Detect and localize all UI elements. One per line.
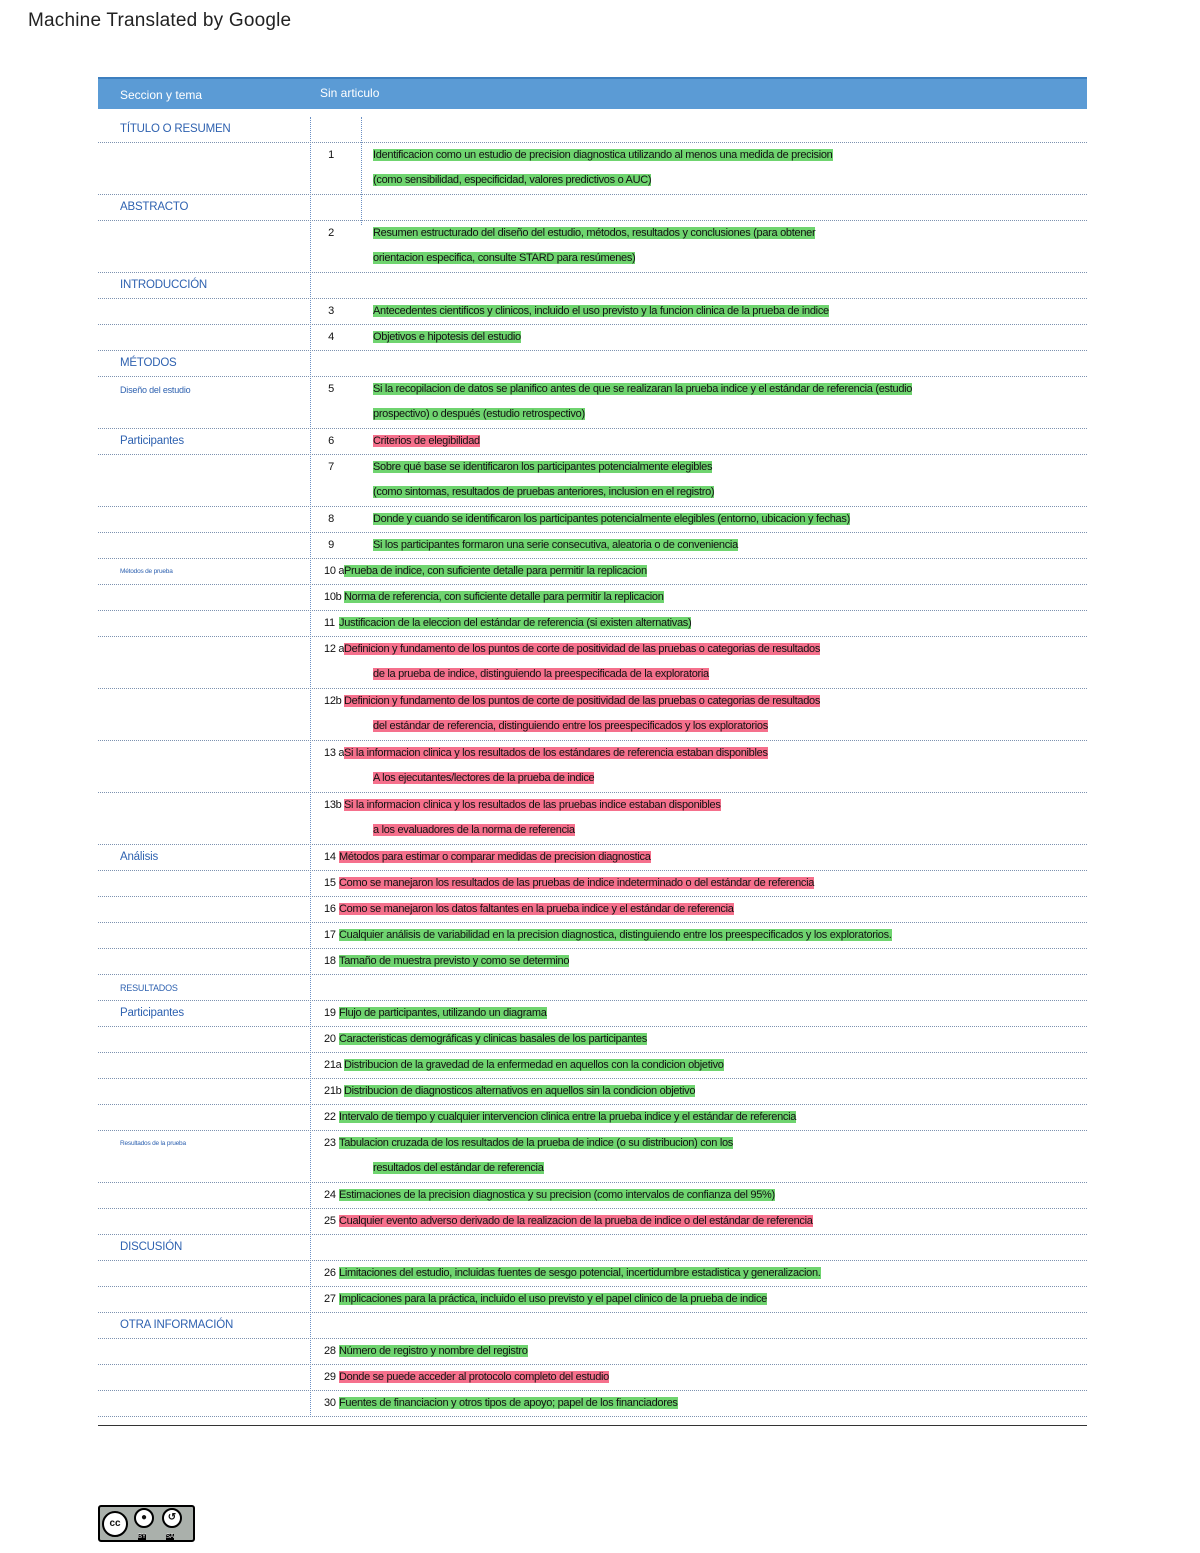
item-number: 21a [324, 1059, 342, 1071]
sa-icon: ↺ [162, 1508, 182, 1528]
table-row [98, 507, 1087, 533]
item-number: 30 [324, 1397, 336, 1409]
item-number: 6 [328, 435, 334, 447]
cc-icon: cc [102, 1511, 128, 1537]
section-label: MÉTODOS [120, 357, 177, 369]
section-label: Métodos de prueba [120, 568, 173, 575]
item-text: Limitaciones del estudio, incluidas fuentes de sesgo potencial, incertidumbre estadistica y generalizacion. [339, 1267, 821, 1279]
machine-translated-banner: Machine Translated by Google [28, 10, 292, 31]
item-text-continued: (como sintomas, resultados de pruebas anteriores, inclusion en el registro) [373, 486, 715, 498]
by-icon: ● [134, 1508, 154, 1528]
section-row [98, 1313, 1087, 1339]
table-row [98, 689, 1087, 741]
item-number: 12 a [324, 643, 345, 655]
table-row [98, 1339, 1087, 1365]
item-text: Flujo de participantes, utilizando un diagrama [339, 1007, 547, 1019]
item-text: Sobre qué base se identificaron los participantes potencialmente elegibles [373, 461, 713, 473]
item-number: 23 [324, 1137, 336, 1149]
item-number: 26 [324, 1267, 336, 1279]
table-row [98, 1053, 1087, 1079]
item-text: Identificacion como un estudio de precision diagnostica utilizando al menos una medida de precision [373, 149, 833, 161]
item-text-continued: prospectivo) o después (estudio retrospectivo) [373, 408, 585, 420]
table-row [98, 1209, 1087, 1235]
item-text: Si la recopilacion de datos se planifico antes de que se realizaran la prueba indice y el estándar de referencia (estudio [373, 383, 913, 395]
item-text: Si los participantes formaron una serie consecutiva, aleatoria o de conveniencia [373, 539, 738, 551]
header-item-number: Sin articulo [320, 86, 380, 100]
item-number: 3 [328, 305, 334, 317]
section-row [98, 351, 1087, 377]
table-row [98, 1287, 1087, 1313]
item-text: Tamaño de muestra previsto y como se determino [339, 955, 570, 967]
item-text: Estimaciones de la precision diagnostica y su precision (como intervalos de confianza del 95%) [339, 1189, 775, 1201]
table-row [98, 1391, 1087, 1417]
item-number: 27 [324, 1293, 336, 1305]
item-number: 16 [324, 903, 336, 915]
item-number: 15 [324, 877, 336, 889]
table-row [98, 221, 1087, 273]
item-text: Número de registro y nombre del registro [339, 1345, 528, 1357]
item-text: Donde se puede acceder al protocolo completo del estudio [339, 1371, 610, 1383]
item-text: Definicion y fundamento de los puntos de corte de positividad de las pruebas o categorias de resultados [344, 643, 821, 655]
table-row [98, 1001, 1087, 1027]
item-text: Si la informacion clinica y los resultados de los estándares de referencia estaban disponibles [344, 747, 768, 759]
section-label: Participantes [120, 435, 184, 447]
item-number: 12b [324, 695, 342, 707]
item-number: 1 [328, 149, 334, 161]
sa-label: SA [166, 1534, 175, 1540]
item-text: Tabulacion cruzada de los resultados de la prueba de indice (o su distribucion) con los [339, 1137, 733, 1149]
item-text: Como se manejaron los resultados de las pruebas de indice indeterminado o del estándar de referencia [339, 877, 815, 889]
item-number: 29 [324, 1371, 336, 1383]
item-text: Distribucion de la gravedad de la enfermedad en aquellos con la condicion objetivo [344, 1059, 724, 1071]
table-row [98, 949, 1087, 975]
table-row [98, 585, 1087, 611]
section-row [98, 117, 1087, 143]
item-number: 13 a [324, 747, 345, 759]
item-text: Fuentes de financiacion y otros tipos de apoyo; papel de los financiadores [339, 1397, 678, 1409]
stard-checklist-table [98, 77, 1087, 1417]
item-text: Implicaciones para la práctica, incluido el uso previsto y el papel clinico de la prueba de indice [339, 1293, 767, 1305]
item-text: Criterios de elegibilidad [373, 435, 480, 447]
item-text: Norma de referencia, con suficiente detalle para permitir la replicacion [344, 591, 664, 603]
table-row [98, 793, 1087, 845]
item-text: Intervalo de tiempo y cualquier intervencion clinica entre la prueba indice y el estándar de referencia [339, 1111, 797, 1123]
table-row [98, 741, 1087, 793]
table-row [98, 533, 1087, 559]
item-number: 8 [328, 513, 334, 525]
section-row [98, 975, 1087, 1001]
item-number: 17 [324, 929, 336, 941]
by-label: BY [138, 1534, 147, 1540]
section-label: INTRODUCCIÓN [120, 279, 208, 291]
item-number: 10b [324, 591, 342, 603]
item-text: Justificacion de la eleccion del estándar de referencia (si existen alternativas) [339, 617, 692, 629]
item-text-continued: A los ejecutantes/lectores de la prueba de indice [373, 772, 595, 784]
section-label: Resultados de la prueba [120, 1140, 186, 1147]
section-row [98, 1235, 1087, 1261]
table-row [98, 325, 1087, 351]
table-row [98, 559, 1087, 585]
item-text-continued: del estándar de referencia, distinguiendo entre los preespecificados y los exploratorios [373, 720, 768, 732]
table-row [98, 611, 1087, 637]
section-label: RESULTADOS [120, 983, 178, 993]
table-row [98, 637, 1087, 689]
item-text: Definicion y fundamento de los puntos de corte de positividad de las pruebas o categorias de resultados [344, 695, 821, 707]
item-number: 20 [324, 1033, 336, 1045]
item-number: 21b [324, 1085, 342, 1097]
section-row [98, 273, 1087, 299]
table-header [98, 77, 1087, 109]
item-text-continued: de la prueba de indice, distinguiendo la preespecificada de la exploratoria [373, 668, 709, 680]
table-row [98, 429, 1087, 455]
item-number: 18 [324, 955, 336, 967]
table-row [98, 1079, 1087, 1105]
item-text: Caracteristicas demográficas y clinicas basales de los participantes [339, 1033, 647, 1045]
table-row [98, 1365, 1087, 1391]
section-label: ABSTRACTO [120, 201, 189, 213]
table-row [98, 1131, 1087, 1183]
item-number: 2 [328, 227, 334, 239]
item-text: Donde y cuando se identificaron los participantes potencialmente elegibles (entorno, ubicacion y fechas) [373, 513, 850, 525]
table-row [98, 299, 1087, 325]
item-text: Objetivos e hipotesis del estudio [373, 331, 521, 343]
item-number: 22 [324, 1111, 336, 1123]
item-number: 14 [324, 851, 336, 863]
section-label: OTRA INFORMACIÓN [120, 1319, 234, 1331]
item-number: 7 [328, 461, 334, 473]
creative-commons-badge[interactable] [98, 1505, 195, 1542]
item-number: 25 [324, 1215, 336, 1227]
item-text: Como se manejaron los datos faltantes en la prueba indice y el estándar de referencia [339, 903, 734, 915]
item-text-continued: (como sensibilidad, especificidad, valores predictivos o AUC) [373, 174, 652, 186]
item-number: 4 [328, 331, 334, 343]
item-text: Distribucion de diagnosticos alternativos en aquellos sin la condicion objetivo [344, 1085, 696, 1097]
table-row [98, 1105, 1087, 1131]
header-section-topic: Seccion y tema [120, 88, 203, 102]
item-text: Resumen estructurado del diseño del estudio, métodos, resultados y conclusiones (para obtener [373, 227, 816, 239]
item-number: 5 [328, 383, 334, 395]
item-number: 28 [324, 1345, 336, 1357]
section-label: Diseño del estudio [120, 385, 191, 395]
section-label: TÍTULO O RESUMEN [120, 123, 231, 135]
item-text: Antecedentes cientificos y clinicos, incluido el uso previsto y la funcion clinica de la prueba de indice [373, 305, 829, 317]
table-row [98, 845, 1087, 871]
item-number: 9 [328, 539, 334, 551]
item-number: 24 [324, 1189, 336, 1201]
item-text: Cualquier evento adverso derivado de la realizacion de la prueba de indice o del estándar de referencia [339, 1215, 813, 1227]
item-text: Si la informacion clinica y los resultados de las pruebas indice estaban disponibles [344, 799, 721, 811]
item-text: Prueba de indice, con suficiente detalle para permitir la replicacion [344, 565, 647, 577]
table-row [98, 455, 1087, 507]
table-row [98, 871, 1087, 897]
table-row [98, 143, 1087, 195]
item-text-continued: resultados del estándar de referencia [373, 1162, 544, 1174]
table-row [98, 1261, 1087, 1287]
item-number: 10 a [324, 565, 345, 577]
table-row [98, 1183, 1087, 1209]
item-number: 11 [324, 617, 335, 629]
item-number: 19 [324, 1007, 336, 1019]
table-bottom-rule [98, 1425, 1087, 1426]
item-number: 13b [324, 799, 342, 811]
table-row [98, 1027, 1087, 1053]
section-label: Participantes [120, 1007, 184, 1019]
table-row [98, 897, 1087, 923]
section-row [98, 195, 1087, 221]
item-text: Métodos para estimar o comparar medidas de precision diagnostica [339, 851, 651, 863]
section-label: Análisis [120, 851, 159, 863]
item-text-continued: orientacion especifica, consulte STARD para resúmenes) [373, 252, 636, 264]
item-text-continued: a los evaluadores de la norma de referencia [373, 824, 575, 836]
table-row [98, 923, 1087, 949]
section-label: DISCUSIÓN [120, 1241, 183, 1253]
table-body [98, 117, 1087, 1417]
item-text: Cualquier análisis de variabilidad en la precision diagnostica, distinguiendo entre los preespecificados y los exploratorios. [339, 929, 892, 941]
table-row [98, 377, 1087, 429]
